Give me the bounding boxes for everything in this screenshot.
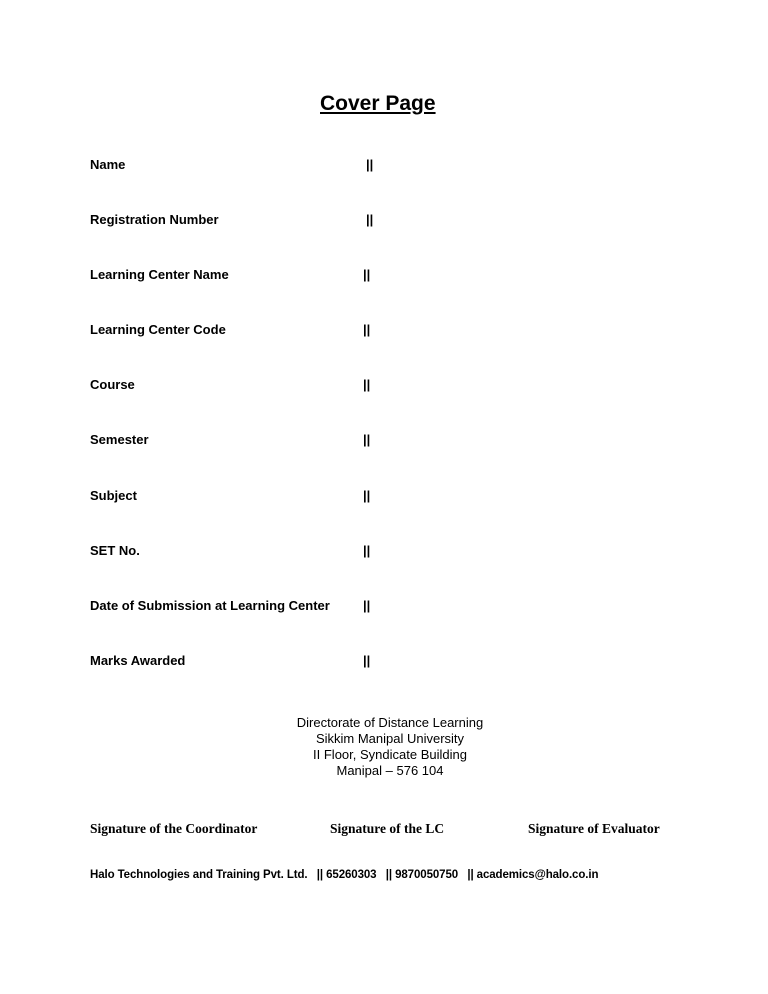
address-line: II Floor, Syndicate Building — [313, 747, 467, 762]
field-separator: || — [366, 212, 374, 227]
field-label-subject: Subject — [90, 488, 137, 503]
field-label-learning-center-code: Learning Center Code — [90, 322, 226, 337]
field-separator: || — [363, 488, 371, 503]
field-separator: || — [363, 377, 371, 392]
field-separator: || — [366, 157, 374, 172]
signature-evaluator: Signature of Evaluator — [528, 821, 660, 836]
field-label-name: Name — [90, 157, 126, 172]
field-separator: || — [363, 653, 371, 668]
field-separator: || — [363, 598, 371, 613]
signature-coordinator: Signature of the Coordinator — [90, 821, 258, 836]
field-label-date-of-submission: Date of Submission at Learning Center — [90, 598, 330, 613]
field-label-course: Course — [90, 377, 135, 392]
address-line: Directorate of Distance Learning — [296, 715, 484, 730]
address-line: Manipal – 576 104 — [336, 763, 444, 778]
field-separator: || — [363, 267, 371, 282]
footer-contact: Halo Technologies and Training Pvt. Ltd. || 65260303 || 9870050750 || academics@halo.co.in — [90, 869, 599, 881]
signature-lc: Signature of the LC — [330, 821, 445, 836]
field-separator: || — [363, 543, 371, 558]
field-label-semester: Semester — [90, 432, 149, 447]
field-label-set-no: SET No. — [90, 543, 140, 558]
address-line: Sikkim Manipal University — [315, 731, 465, 746]
field-separator: || — [363, 322, 371, 337]
address-block — [270, 715, 510, 779]
field-label-learning-center-name: Learning Center Name — [90, 267, 229, 282]
field-label-registration-number: Registration Number — [90, 212, 219, 227]
field-label-marks-awarded: Marks Awarded — [90, 653, 186, 668]
field-separator: || — [363, 432, 371, 447]
page-title: Cover Page — [320, 92, 436, 115]
